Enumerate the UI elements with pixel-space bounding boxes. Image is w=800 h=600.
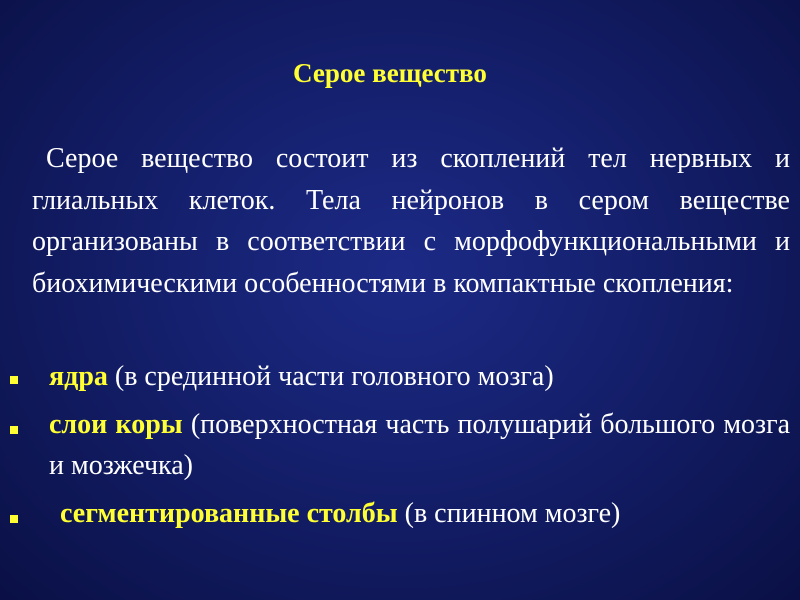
intro-paragraph-text: Серое вещество состоит из скоплений тел нервных и глиальных клеток. Тела нейронов в сером веществе организованы в соответствии с морфофункциональными и биохимическими особенностями в компактные скопления: xyxy=(32,143,790,299)
bullet-item xyxy=(0,493,800,535)
bullet-item xyxy=(0,404,800,487)
bullet-term: ядра xyxy=(49,361,108,392)
bullet-list xyxy=(0,356,800,534)
bullet-body xyxy=(49,356,790,398)
bullet-item xyxy=(0,356,800,398)
bullet-body xyxy=(60,493,790,535)
intro-paragraph xyxy=(32,138,790,304)
bullet-term: сегментированные столбы xyxy=(60,497,398,529)
bullet-body xyxy=(49,404,790,487)
bullet-text: (в спинном мозге) xyxy=(404,497,621,529)
square-bullet-icon xyxy=(10,426,18,434)
bullet-text: (поверхностная часть полушарий большого мозга и мозжечка) xyxy=(49,408,791,481)
bullet-text: (в срединной части головного мозга) xyxy=(114,361,554,392)
bullet-term: слои коры xyxy=(49,408,183,440)
slide-title: Серое вещество xyxy=(293,58,487,88)
square-bullet-icon xyxy=(10,515,18,523)
square-bullet-icon xyxy=(10,376,18,384)
